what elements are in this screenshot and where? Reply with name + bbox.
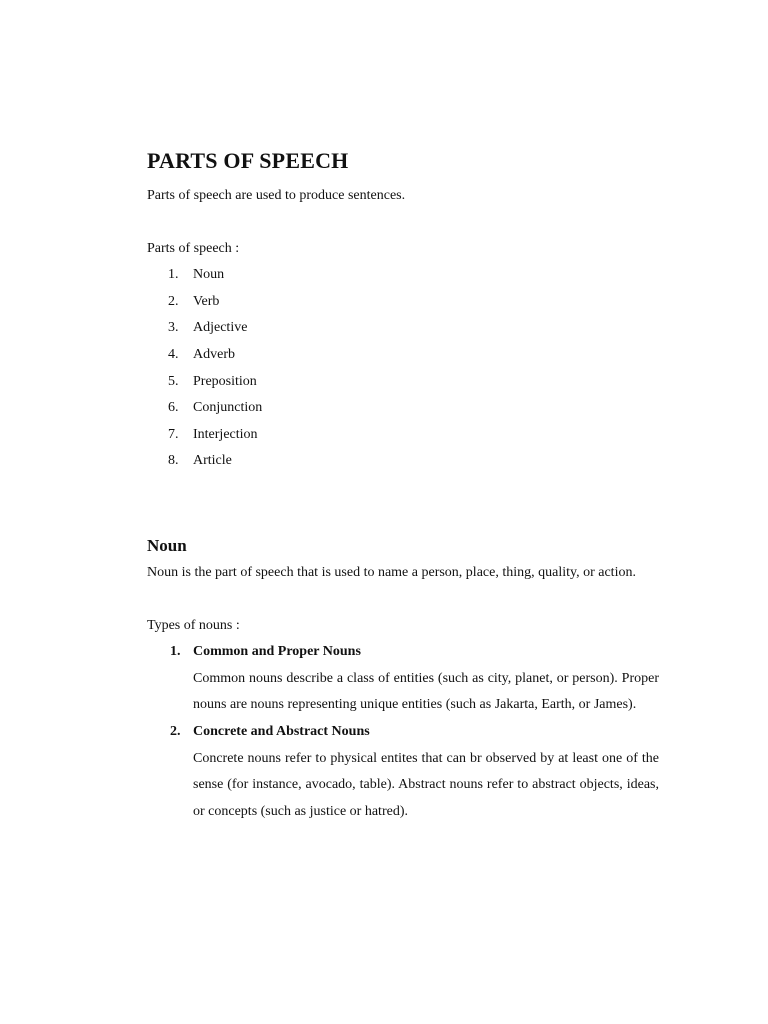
parts-of-speech-list: [147, 262, 659, 475]
list-item-number: 3.: [168, 320, 179, 336]
list-item-label: Article: [193, 453, 232, 469]
noun-section-heading: Noun: [147, 535, 187, 555]
noun-type-heading: Concrete and Abstract Nouns: [193, 723, 370, 739]
list-item: [147, 395, 659, 422]
list-item-label: Preposition: [193, 373, 257, 389]
list-item-label: Conjunction: [193, 400, 263, 416]
list-item: [147, 448, 659, 475]
list-item-label: Interjection: [193, 426, 258, 442]
list-item-number: 5.: [168, 373, 179, 389]
list-item-label: Noun: [193, 267, 225, 283]
noun-types-intro: Types of nouns :: [147, 617, 240, 633]
list-item-number: 4.: [168, 346, 179, 362]
list-item-number: 8.: [168, 453, 179, 469]
list-item-label: Adverb: [193, 346, 235, 362]
list-item: [147, 289, 659, 316]
intro-paragraph: Parts of speech are used to produce sentences.: [147, 188, 406, 203]
list-item: [147, 422, 659, 449]
page-title: PARTS OF SPEECH: [147, 148, 349, 173]
list-item: [147, 369, 659, 396]
list-item: [147, 315, 659, 342]
noun-type-number: 1.: [170, 644, 181, 660]
list-item-number: 2.: [168, 293, 179, 309]
parts-list-intro: Parts of speech :: [147, 240, 240, 256]
noun-type-description: Concrete nouns refer to physical entites that can br observed by at least one of the sense (for instance, avocado, table). Abstract nouns refer to abstract objects, ideas, or concepts (such as justice or hatred).: [193, 750, 659, 819]
list-item-number: 7.: [168, 426, 179, 442]
list-item-label: Adjective: [193, 320, 248, 336]
noun-type-heading: Common and Proper Nouns: [193, 644, 361, 660]
list-item: [147, 262, 659, 289]
noun-type-item: [147, 719, 659, 825]
noun-type-number: 2.: [170, 723, 181, 739]
list-item-number: 1.: [168, 267, 179, 283]
document-page: [147, 146, 659, 825]
list-item-number: 6.: [168, 400, 179, 416]
noun-definition: Noun is the part of speech that is used to name a person, place, thing, quality, or action.: [147, 564, 636, 580]
noun-type-item: [147, 639, 659, 719]
list-item-label: Verb: [193, 293, 220, 309]
noun-type-description: Common nouns describe a class of entities (such as city, planet, or person). Proper nouns are nouns representing unique entities (such as Jakarta, Earth, or James).: [193, 670, 659, 713]
list-item: [147, 342, 659, 369]
